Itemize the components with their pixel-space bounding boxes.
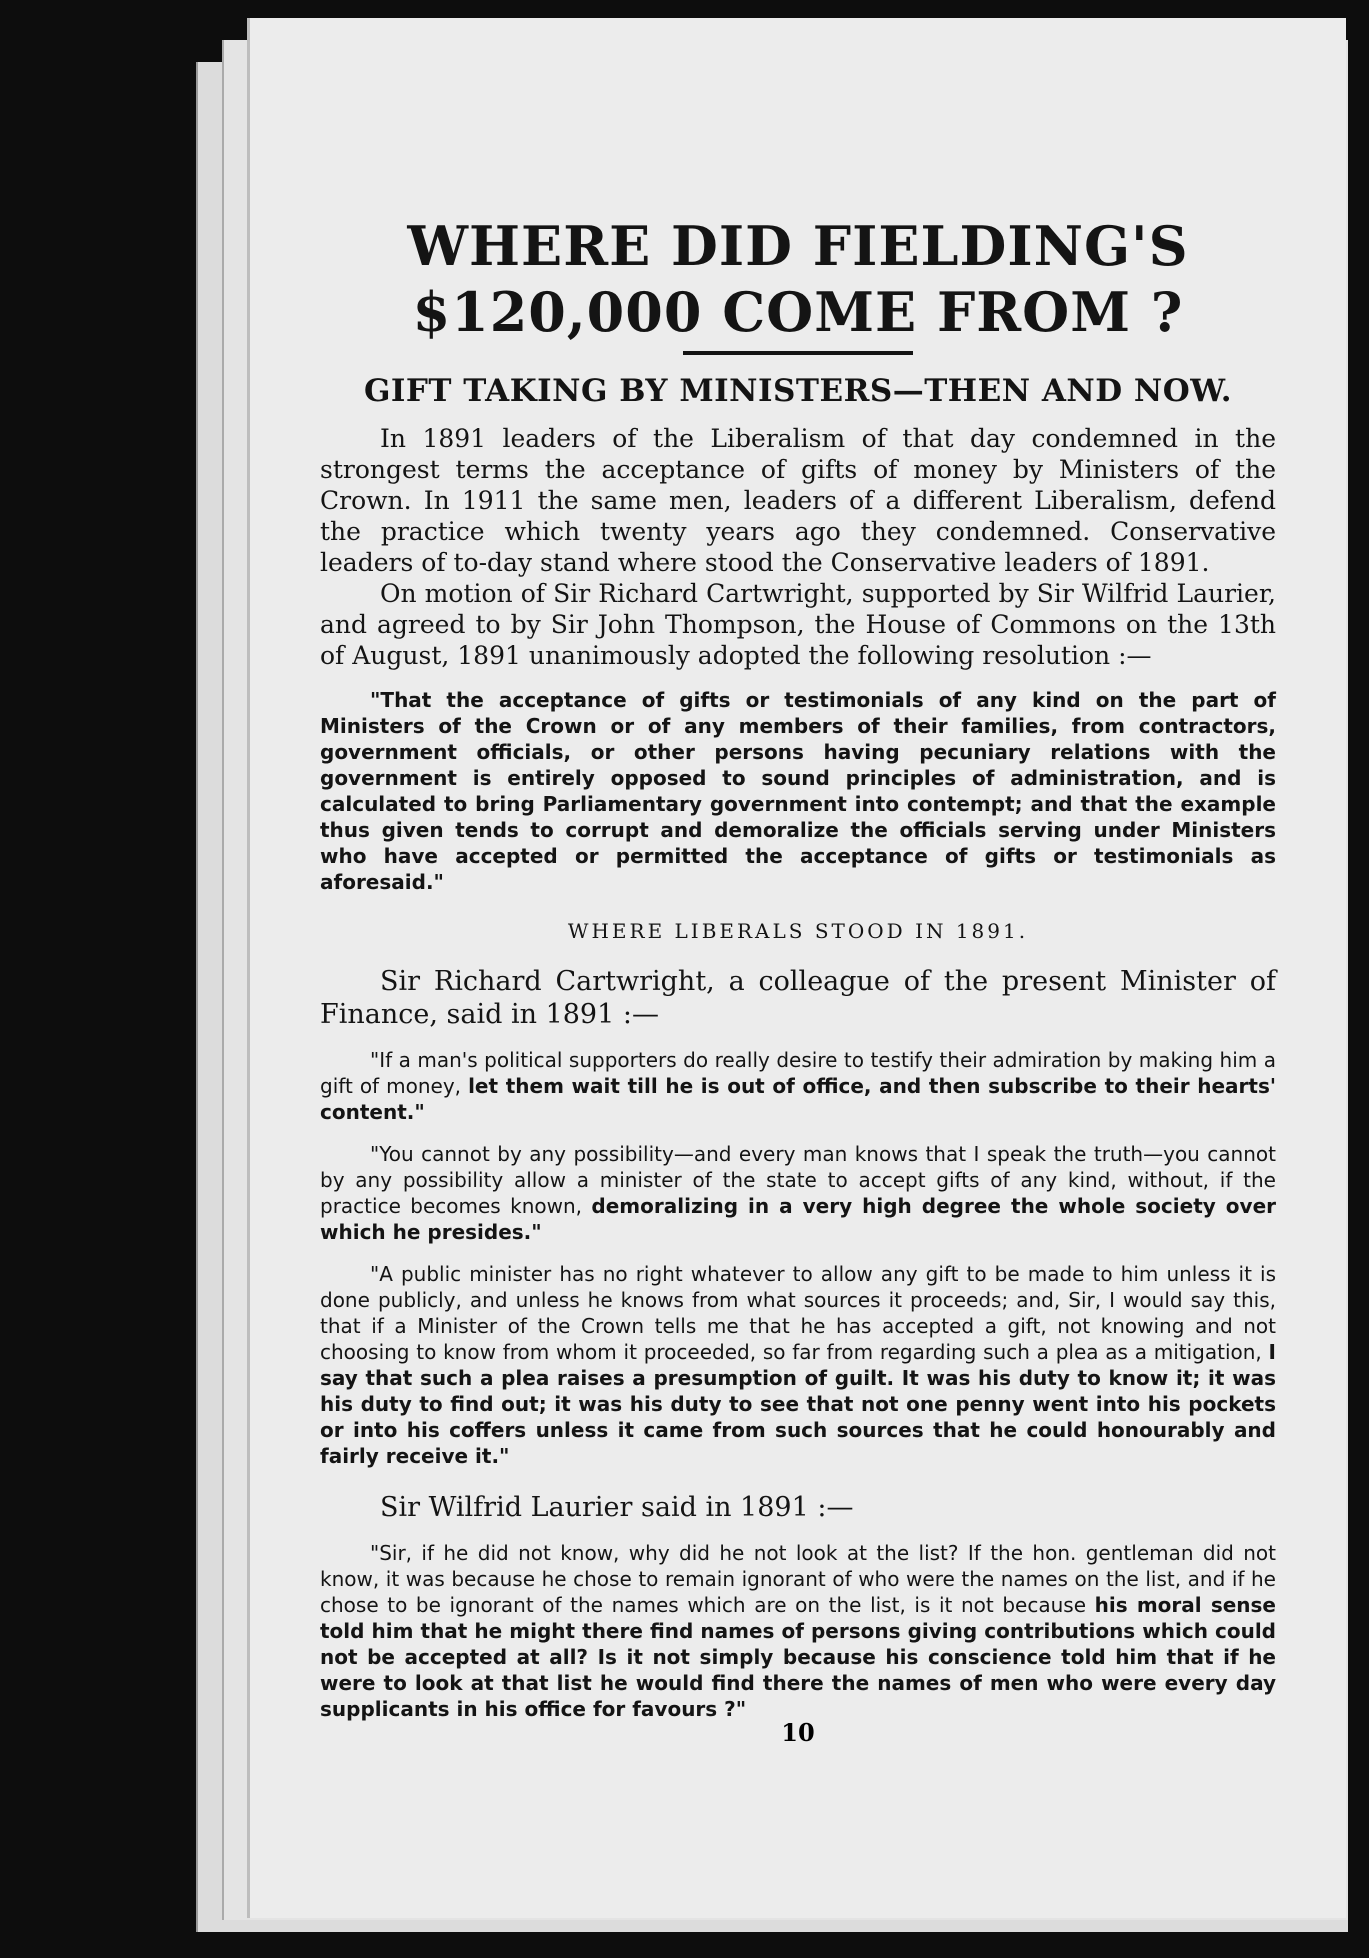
quote-emphasis: demoralizing in a very high degree the whole society over which he presides."	[320, 1194, 1277, 1244]
quote-plain: "If a man's political supporters do really desire to testify their admiration by making him a gift of money,	[320, 1048, 1276, 1098]
cartwright-intro: Sir Richard Cartwright, a colleague of the present Minister of Finance, said in 1891 :—	[320, 966, 1276, 1030]
paragraph: In 1891 leaders of the Liberalism of that day condemned in the strongest terms the acceptance of gifts of money by Ministers of the Crown. In 1911 the same men, leaders of a different Liberalism, defend the practice which twenty years ago they condemned. Conservative leaders of to-day stand where stood the Conservative leaders of 1891.	[320, 424, 1276, 577]
quote-plain: "A public minister has no right whatever to allow any gift to be made to him unless it is done publicly, and unless he knows from what sources it proceeds; and, Sir, I would say this, that if a Minister of the Crown tells me that he has accepted a gift, not knowing and not choosing to know from whom it proceeded, so far from regarding such a plea as a mitigation,	[320, 1262, 1276, 1364]
quote-emphasis: I say that such a plea raises a presumption of guilt. It was his duty to know it; it was his duty to find out; it was his duty to see that not one penny went into his pockets or into his coffers unless it came from such sources that he could honourably and fairly receive it."	[320, 1340, 1276, 1468]
quote-emphasis: let them wait till he is out of office, and then subscribe to their hearts' content."	[320, 1074, 1277, 1124]
title-rule	[683, 351, 913, 355]
page-number: 10	[781, 1718, 815, 1747]
page-subtitle: GIFT TAKING BY MINISTERS—THEN AND NOW.	[363, 373, 1233, 409]
paragraph: On motion of Sir Richard Cartwright, supported by Sir Wilfrid Laurier, and agreed to by Sir John Thompson, the House of Commons on the 13th of August, 1891 unanimously adopted the following resolution :—	[320, 579, 1276, 670]
resolution-quote: "That the acceptance of gifts or testimonials of any kind on the part of Ministers of the Crown or of any members of their families, from contractors, government officials, or other persons having pecuniary relations with the government is entirely opposed to sound principles of administration, and is calculated to bring Parliamentary government into contempt; and that the example thus given tends to corrupt and demoralize the officials serving under Ministers who have accepted or permitted the acceptance of gifts or testimonials as aforesaid."	[320, 688, 1276, 894]
quote	[320, 1047, 1276, 1125]
page-content	[320, 213, 1276, 1722]
quote-plain: "Sir, if he did not know, why did he not look at the list? If the hon. gentleman did not know, it was because he chose to remain ignorant of who were the names on the list, and if he chose to be ignorant of the names which are on the list, is it not because	[320, 1541, 1276, 1617]
laurier-intro: Sir Wilfrid Laurier said in 1891 :—	[380, 1492, 854, 1523]
section-heading: WHERE LIBERALS STOOD IN 1891.	[567, 919, 1029, 943]
page-title: WHERE DID FIELDING'S $120,000 COME FROM ?	[407, 214, 1189, 344]
quote	[320, 1261, 1276, 1469]
quote-plain: "You cannot by any possibility—and every man knows that I speak the truth—you cannot by any possibility allow a minister of the state to accept gifts of any kind, without, if the practice becomes known,	[320, 1142, 1276, 1218]
quote	[320, 1141, 1276, 1245]
quote-emphasis: his moral sense told him that he might there find names of persons giving contributions which could not be accepted at all? Is it not simply because his conscience told him that if he were to look at that list he would find there the names of men who were every day supplicants in his office for favours ?"	[320, 1593, 1276, 1721]
quote	[320, 1540, 1276, 1722]
document-page	[250, 18, 1346, 1918]
